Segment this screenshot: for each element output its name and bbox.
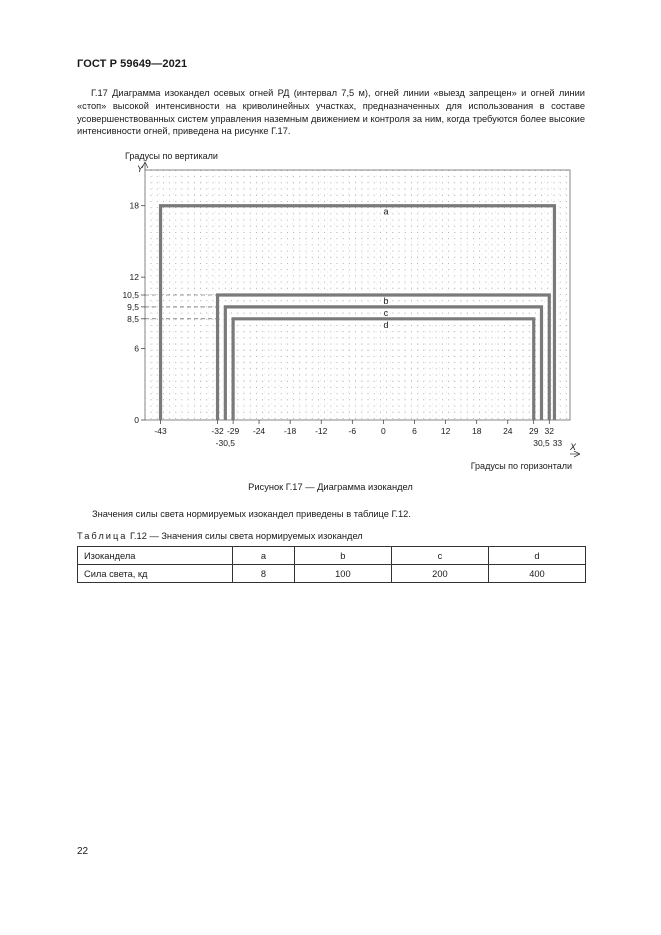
table-cell: 400 (488, 565, 585, 583)
x-tick-label: -30,5 (215, 438, 236, 448)
x-tick-label: 30,5 (533, 438, 550, 448)
y-tick-label: 10,5 (122, 290, 139, 300)
table-cell: a (233, 547, 295, 565)
isocandela-table (77, 546, 586, 583)
table-title-text: Г.12 — Значения силы света нормируемых изокандел (127, 531, 363, 541)
x-tick-label: 29 (528, 426, 539, 436)
x-tick-label: 32 (544, 426, 555, 436)
intro-paragraph: Г.17 Диаграмма изокандел осевых огней РД (интервал 7,5 м), огней линии «выезд запрещен» и огней линии «стоп» высокой интенсивности на криволинейных участках, предназначенных для использования в составе усовершенствованных систем управления наземным движением и контроля за ним, когда требуются более высокие интенсивности огней, приведена на рисунке Г.17. (77, 88, 585, 137)
x-tick-label: -43 (154, 426, 167, 436)
y-axis-letter: Y (136, 164, 144, 174)
x-tick-label: 6 (412, 426, 417, 436)
table-cell: c (391, 547, 488, 565)
x-tick-label: 33 (552, 438, 563, 448)
curve-label-d: d (383, 319, 389, 330)
x-tick-label: -29 (226, 426, 240, 436)
page-number: 22 (77, 846, 89, 857)
x-tick-label: 12 (440, 426, 451, 436)
x-tick-label: -24 (252, 426, 266, 436)
table-cell: 200 (391, 565, 488, 583)
x-tick-label: 0 (381, 426, 386, 436)
y-tick-label: 9,5 (127, 301, 139, 312)
table-cell: Сила света, кд (78, 565, 233, 583)
table-row (78, 547, 586, 565)
x-tick-label: -12 (315, 426, 328, 436)
curve-label-a: a (383, 206, 389, 217)
table-cell: 100 (294, 565, 391, 583)
y-axis-title: Градусы по вертикали (125, 151, 218, 161)
standard-code: ГОСТ Р 59649—2021 (77, 58, 188, 70)
table-reference-note: Значения силы света нормируемых изокандел приведены в таблице Г.12. (92, 509, 411, 519)
y-tick-label: 18 (129, 200, 139, 211)
y-tick-label: 6 (134, 343, 139, 354)
x-tick-label: -18 (283, 426, 297, 436)
curve-label-b: b (383, 296, 389, 306)
table-cell: d (488, 547, 585, 565)
table-title-word: Таблица (77, 531, 128, 541)
isocandela-curve-d (233, 319, 534, 420)
table-cell: b (294, 547, 391, 565)
table-cell: 8 (233, 565, 295, 583)
isocandela-figure (110, 150, 580, 480)
x-tick-label: 18 (471, 426, 482, 436)
table-title (77, 531, 363, 541)
y-tick-label: 12 (129, 272, 139, 283)
figure-caption: Рисунок Г.17 — Диаграмма изокандел (248, 482, 413, 492)
y-tick-label: 8,5 (127, 313, 139, 324)
y-tick-label: 0 (134, 415, 139, 425)
table-cell: Изокандела (78, 547, 233, 565)
curve-label-c: c (383, 307, 389, 318)
x-tick-label: -6 (348, 426, 357, 436)
x-axis-title: Градусы по горизонтали (470, 461, 572, 471)
isocandela-chart (110, 150, 580, 475)
x-tick-label: 24 (503, 426, 513, 436)
x-tick-label: -32 (211, 426, 224, 436)
table-row (78, 565, 586, 583)
x-axis-letter: X (569, 442, 577, 452)
